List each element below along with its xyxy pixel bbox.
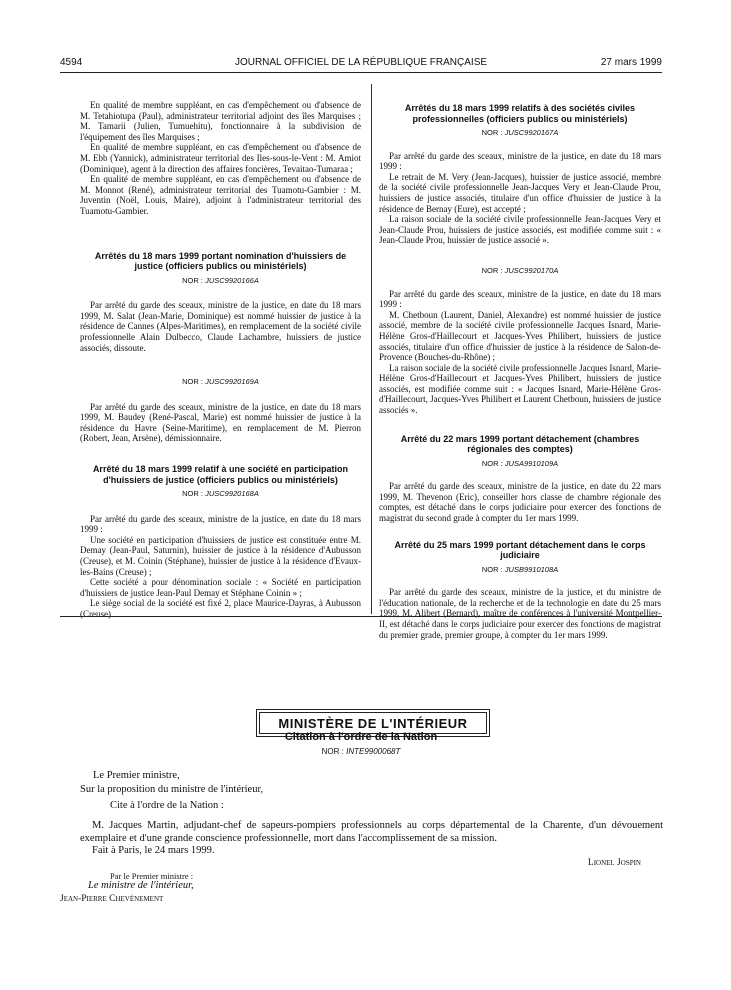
journal-title: JOURNAL OFFICIEL DE LA RÉPUBLIQUE FRANÇAISE bbox=[234, 57, 488, 68]
paragraph: Une société en participation d'huissiers de justice est constituée entre M. Demay (Jean-Paul, Saturnin), huissier de justice à la résidence d'Aubusson (Creuse), et M. Coinin (Stéphane), huissier de justice à la résidence d'Evaux-les-Bains (Creuse) ; bbox=[80, 534, 361, 577]
paragraph: Par arrêté du garde des sceaux, ministre de la justice, en date du 18 mars 1999 : bbox=[80, 513, 361, 535]
nor-reference: NOR : JUSC9920167A bbox=[481, 128, 559, 137]
page-number: 4594 bbox=[60, 57, 83, 68]
paragraph: Cette société a pour dénomination sociale : « Société en participation d'huissiers de justice Jean-Paul Demay et Stéphane Coinin » ; bbox=[80, 577, 361, 598]
nor-reference: NOR : JUSC9920168A bbox=[182, 489, 259, 499]
nor-reference: NOR : JUSA9910109A bbox=[481, 458, 559, 468]
signer-name: Lionel Jospin bbox=[587, 858, 641, 868]
citation-line: Cite à l'ordre de la Nation : bbox=[110, 800, 224, 811]
ministry-title: MINISTÈRE DE L'INTÉRIEUR bbox=[278, 715, 468, 731]
paragraph: M. Chetboun (Laurent, Daniel, Alexandre) est nommé huissier de justice associé, membre de la société civile professionnelle Jacques Isnard, Marie-Hélène Gros-d'Haillecourt et Jacques-Yves Philibert, huissiers de justice associés, titulaire d'un office d'huissier de justice à la résidence de Salon-de-Provence (Bouches-du-Rhône) ; bbox=[379, 309, 661, 363]
paragraph: Par arrêté du garde des sceaux, ministre de la justice, en date du 18 mars 1999 : bbox=[379, 288, 661, 310]
paragraph: Le retrait de M. Very (Jean-Jacques), huissier de justice associé, membre de la société civile professionnelle Jean-Jacques Very et Jean-Claude Prou, huissiers de justice associés, titulaire d'un office d'huissier de justice à la résidence de Bernay (Eure), est accepté ; bbox=[379, 171, 661, 214]
issue-date: 27 mars 1999 bbox=[600, 57, 662, 68]
paragraph: La raison sociale de la société civile professionnelle Jacques Isnard, Marie-Hélène Gros-d'Haillecourt et Jacques-Yves Philibert, huissiers de justice associés, est modifiée comme suit : « Jacques Isnard, Marie-Hélène Gros-d'Haillecourt, Jacques-Yves Philibert et Laurent Chetboun, huissiers de justice associés ». bbox=[379, 362, 661, 416]
left-column bbox=[80, 100, 361, 620]
paragraph: Par arrêté du garde des sceaux, ministre de la justice, en date du 18 mars 1999, M. Salat (Jean-Marie, Dominique) est nommé huissier de justice à la résidence de Cannes (Alpes-Maritimes), en remplacement de la société civile professionnelle Alain Dulbecco, Claude Lachambre, huissiers de justice associés, dissoute. bbox=[80, 300, 361, 353]
header-rule bbox=[60, 72, 662, 73]
paragraph: En qualité de membre suppléant, en cas d'empêchement ou d'absence de M. Tetahiotupa (Paul), administrateur territorial adjoint des îles Marquises ; M. Tamarii (Julien, Tumuehitu), fonctionnaire à la subdivision de l'équipement des îles Marquises ; bbox=[80, 100, 361, 142]
section-title: Arrêté du 25 mars 1999 portant détachement dans le corps judiciaire bbox=[394, 539, 646, 561]
citation-title: Citation à l'ordre de la Nation bbox=[284, 731, 438, 743]
paragraph: La raison sociale de la société civile professionnelle Jean-Jacques Very et Jean-Claude Prou, huissiers de justice associés, est modifiée comme suit : « Jean-Claude Prou, huissier de justice associé ». bbox=[379, 214, 661, 246]
paragraph: En qualité de membre suppléant, en cas d'empêchement ou d'absence de M. Ebb (Yannick), administrateur territorial des Iles-sous-le-Vent : M. Amiot (Dominique), agent à la direction des affaires foncières, Tevaitao-Tumaraa ; bbox=[80, 142, 361, 174]
paragraph: Par arrêté du garde des sceaux, ministre de la justice, en date du 18 mars 1999 : bbox=[379, 150, 661, 172]
citation-line: Sur la proposition du ministre de l'intérieur, bbox=[80, 784, 264, 795]
nor-reference: NOR : INTE9900068T bbox=[321, 747, 401, 756]
paragraph: Par arrêté du garde des sceaux, ministre de la justice, en date du 18 mars 1999, M. Baudey (René-Pascal, Marie) est nommé huissier de justice à la résidence du Havre (Seine-Maritime), en remplacement de M. Pierron (Robert, Jean, Arsène), démissionnaire. bbox=[80, 401, 361, 444]
column-divider bbox=[371, 84, 372, 614]
minister-name: Jean-Pierre Chevènement bbox=[60, 894, 164, 904]
paragraph: Par arrêté du garde des sceaux, ministre de la justice, et du ministre de l'éducation nationale, de la recherche et de la technologie en date du 25 mars 1999, M. Alibert (Bernard), maître de conférences à l'université Montpellier-II, est détaché dans le corps judiciaire pour exercer des fonctions de magistrat du premier grade, premier groupe, à compter du 1er mars 1999. bbox=[379, 587, 661, 640]
paragraph: Par arrêté du garde des sceaux, ministre de la justice, en date du 22 mars 1999, M. Thevenon (Eric), conseiller hors classe de chambre régionale des comptes, est détaché dans le corps judiciaire pour exercer des fonctions de magistrat du second grade à compter du 1er mars 1999. bbox=[379, 481, 661, 524]
right-column bbox=[379, 103, 661, 640]
page-header bbox=[60, 57, 662, 71]
paragraph: Le siège social de la société est fixé 2, place Maurice-Dayras, à Aubusson (Creuse). bbox=[80, 598, 361, 619]
section-rule bbox=[60, 616, 662, 617]
minister-title: Le ministre de l'intérieur, bbox=[88, 880, 194, 891]
section-title: Arrêté du 22 mars 1999 portant détachement (chambres régionales des comptes) bbox=[400, 433, 640, 455]
section-title: Arrêtés du 18 mars 1999 relatifs à des sociétés civiles professionnelles (officiers publics ou ministériels) bbox=[404, 103, 636, 124]
by-prime-minister: Par le Premier ministre : bbox=[110, 871, 194, 881]
nor-reference: NOR : JUSC9920170A bbox=[481, 265, 559, 275]
citation-body: M. Jacques Martin, adjudant-chef de sapeurs-pompiers professionnels au corps départemental de la Charente, d'un dévouement exemplaire et d'une grande conscience professionnelle, mort dans l'accomplissement de sa mission. bbox=[80, 820, 663, 844]
section-title: Arrêté du 18 mars 1999 relatif à une société en participation d'huissiers de justice (officiers publics ou ministériels) bbox=[92, 464, 349, 485]
citation-line: Le Premier ministre, bbox=[93, 770, 180, 781]
section-title: Arrêtés du 18 mars 1999 portant nomination d'huissiers de justice (officiers publics ou ministériels) bbox=[94, 250, 347, 272]
paragraph: En qualité de membre suppléant, en cas d'empêchement ou d'absence de M. Monnot (René), administrateur territorial des Tuamotu-Gambier : M. Juventin (Noël, Louis, Maire), adjoint à l'administrateur territorial des Tuamotu-Gambier. bbox=[80, 174, 361, 216]
citation-date: Fait à Paris, le 24 mars 1999. bbox=[92, 845, 215, 856]
nor-reference: NOR : JUSC9920169A bbox=[182, 377, 259, 387]
nor-reference: NOR : JUSB9910108A bbox=[481, 564, 559, 574]
nor-reference: NOR : JUSC9920166A bbox=[182, 275, 259, 285]
